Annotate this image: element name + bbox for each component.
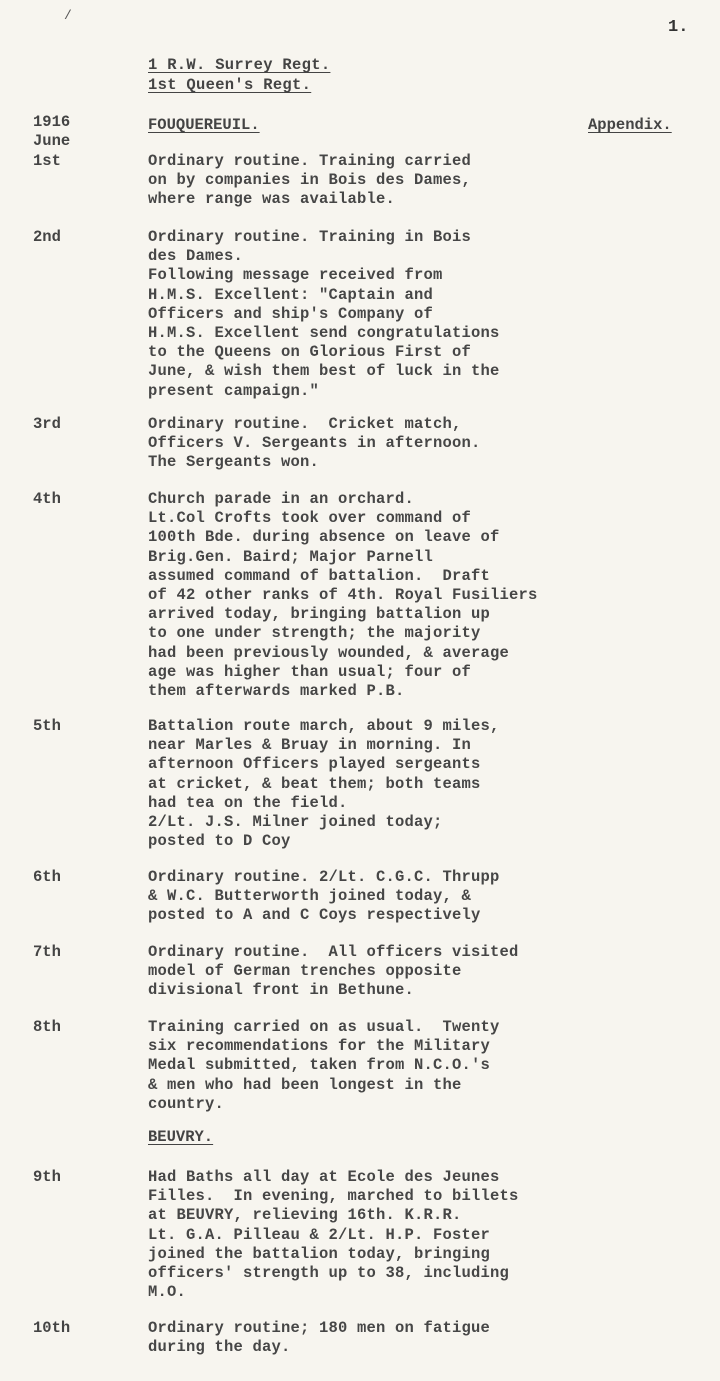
regiment-header-line1: 1 R.W. Surrey Regt. [148, 56, 331, 74]
location-heading-beuvry: BEUVRY. [148, 1128, 214, 1146]
appendix-label: Appendix. [588, 116, 672, 134]
entry-date: 3rd [33, 415, 61, 433]
entry-date: 6th [33, 868, 61, 886]
entry-date: 5th [33, 717, 61, 735]
entry-text: Church parade in an orchard. Lt.Col Crofts took over command of 100th Bde. during absence on leave of Brig.Gen. Baird; Major Parnell assumed command of battalion. Draft of 42 other ranks of 4th. Royal Fusiliers arrived today, bringing battalion up to one under strength; the majority had been previously wounded, & average age was higher than usual; four of them afterwards marked P.B. [148, 490, 538, 701]
entry-text: Ordinary routine; 180 men on fatigue during the day. [148, 1319, 491, 1357]
page-number: 1. [668, 18, 689, 37]
entry-text: Ordinary routine. 2/Lt. C.G.C. Thrupp & W.C. Butterworth joined today, & posted to A and C Coys respectively [148, 868, 500, 925]
entry-date: 7th [33, 943, 61, 961]
entry-date: 2nd [33, 228, 61, 246]
entry-date: 10th [33, 1319, 71, 1337]
regiment-header-line2: 1st Queen's Regt. [148, 76, 312, 94]
entry-text: Ordinary routine. Training in Bois des Dames. Following message received from H.M.S. Excellent: "Captain and Officers and ship's Company of H.M.S. Excellent send congratulations to the Queens on Glorious First of June, & wish them best of luck in the present campaign." [148, 228, 500, 400]
corner-mark: / [64, 8, 72, 23]
entry-date: 4th [33, 490, 61, 508]
entry-text: Ordinary routine. All officers visited model of German trenches opposite divisional front in Bethune. [148, 943, 519, 1000]
month: June [33, 132, 71, 150]
location-heading-fouquereuil: FOUQUEREUIL. [148, 116, 260, 134]
entry-text: Training carried on as usual. Twenty six recommendations for the Military Medal submitted, taken from N.C.O.'s & men who had been longest in the country. [148, 1018, 500, 1113]
entry-text: Ordinary routine. Cricket match, Officers V. Sergeants in afternoon. The Sergeants won. [148, 415, 481, 472]
entry-date: 8th [33, 1018, 61, 1036]
entry-date: 1st [33, 152, 61, 170]
entry-text: Had Baths all day at Ecole des Jeunes Filles. In evening, marched to billets at BEUVRY, relieving 16th. K.R.R. Lt. G.A. Pilleau & 2/Lt. H.P. Foster joined the battalion today, bringing officers' strength up to 38, including M.O. [148, 1168, 519, 1302]
year: 1916 [33, 113, 71, 131]
entry-date: 9th [33, 1168, 61, 1186]
entry-text: Ordinary routine. Training carried on by companies in Bois des Dames, where range was available. [148, 152, 472, 209]
entry-text: Battalion route march, about 9 miles, near Marles & Bruay in morning. In afternoon Officers played sergeants at cricket, & beat them; both teams had tea on the field. 2/Lt. J.S. Milner joined today; posted to D Coy [148, 717, 500, 851]
year-month-block [33, 113, 70, 151]
